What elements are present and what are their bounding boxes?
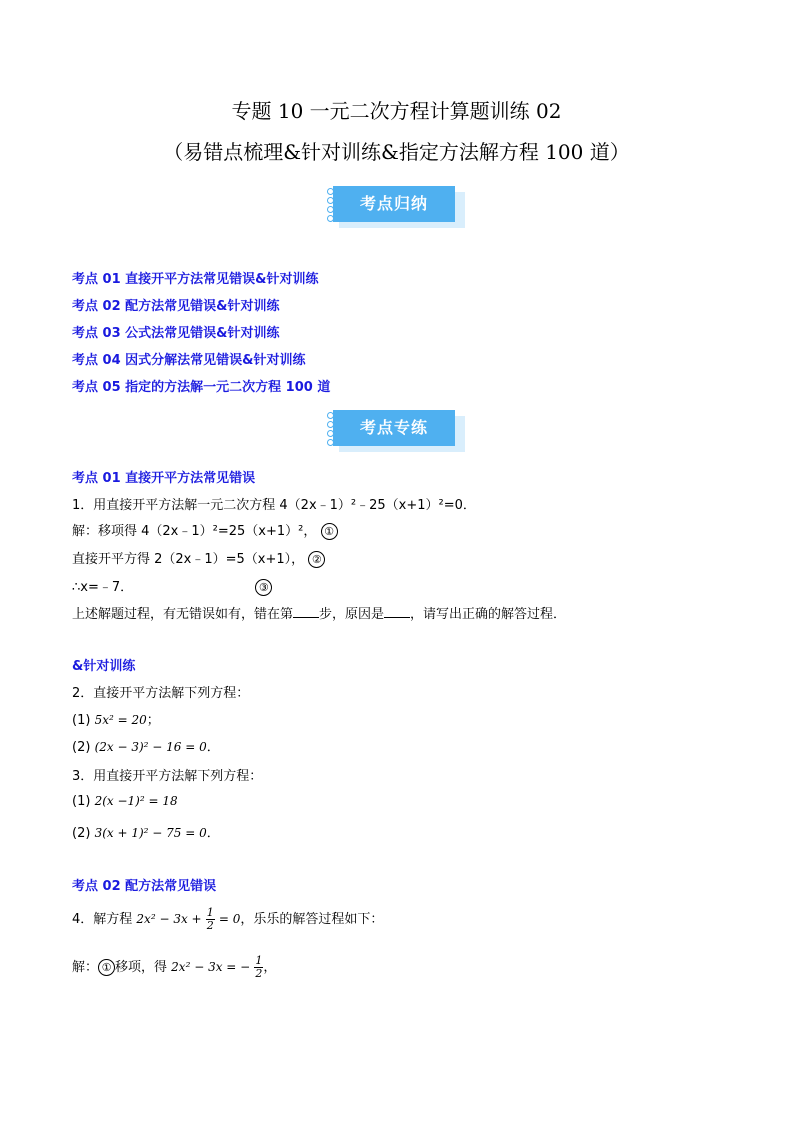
equation: 2x² − 3x = − [171, 960, 251, 974]
step-1-text: 解：移项得 4（2x﹣1）²=25（x+1）²， [72, 524, 317, 539]
step-3 [72, 576, 272, 596]
step-2-text: 直接开平方得 2（2x﹣1）=5（x+1）， [72, 552, 305, 567]
step-2-mark: ② [308, 551, 325, 568]
punct: ， [263, 960, 277, 975]
toc-item-04[interactable]: 考点 04 因式分解法常见错误&针对训练 [72, 353, 306, 368]
question-3-part-1 [72, 794, 178, 809]
part-label: (2) [72, 826, 91, 841]
doc-subtitle: （易错点梳理&针对训练&指定方法解方程 100 道） [163, 140, 630, 164]
question-2-part-1 [72, 709, 160, 728]
banner-summary-label: 考点归纳 [359, 194, 428, 213]
fraction [254, 955, 263, 980]
solution-mark: ① [98, 959, 115, 976]
section-01-heading: 考点 01 直接开平方法常见错误 [72, 471, 256, 486]
fraction [206, 907, 215, 932]
denominator: 2 [255, 967, 263, 980]
step-3-mark: ③ [255, 579, 272, 596]
solution-text: 移项，得 [115, 960, 168, 975]
question-2: 2．直接开平方法解下列方程： [72, 686, 250, 701]
section-02-heading: 考点 02 配方法常见错误 [72, 879, 217, 894]
equation: 2(x −1)² = 18 [94, 794, 178, 808]
part-label: (1) [72, 794, 91, 809]
toc-item-02[interactable]: 考点 02 配方法常见错误&针对训练 [72, 299, 280, 314]
toc-item-03[interactable]: 考点 03 公式法常见错误&针对训练 [72, 326, 280, 341]
step-1 [72, 520, 338, 540]
equation: 2x² − 3x + [136, 912, 202, 926]
punct: ． [206, 826, 220, 841]
step-1-mark: ① [321, 523, 338, 540]
solution-step-1 [72, 955, 276, 980]
equation: 5x² = 20 [94, 713, 147, 727]
solution-lead: 解： [72, 960, 99, 975]
q4-lead: 4．解方程 [72, 912, 133, 927]
equation-rhs: = 0 [218, 912, 241, 926]
training-heading: &针对训练 [72, 659, 136, 674]
error-question-part-a: 上述解题过程，有无错误如有，错在第 [72, 607, 294, 622]
numerator: 1 [255, 954, 263, 967]
error-question-part-b: 步，原因是 [319, 607, 385, 622]
denominator: 2 [206, 919, 214, 932]
question-4 [72, 907, 383, 932]
blank-step[interactable] [293, 605, 319, 618]
blank-reason[interactable] [384, 605, 410, 618]
numerator: 1 [206, 906, 214, 919]
step-2 [72, 548, 325, 568]
q4-tail: ，乐乐的解答过程如下： [240, 912, 384, 927]
banner-practice [327, 410, 465, 448]
error-question [72, 603, 566, 622]
part-label: (2) [72, 740, 91, 755]
error-question-part-c: ，请写出正确的解答过程． [410, 607, 567, 622]
doc-title: 专题 10 一元二次方程计算题训练 02 [231, 99, 562, 123]
question-3: 3．用直接开平方法解下列方程： [72, 769, 263, 784]
banner-practice-label: 考点专练 [359, 418, 428, 437]
punct: ； [146, 713, 160, 728]
punct: ． [206, 740, 220, 755]
question-3-part-2 [72, 822, 220, 841]
banner-summary [327, 186, 465, 224]
toc-item-01[interactable]: 考点 01 直接开平方法常见错误&针对训练 [72, 272, 319, 287]
step-3-text: ∴x=﹣7． [72, 580, 134, 595]
equation: 3(x + 1)² − 75 = 0 [94, 826, 207, 840]
question-1: 1．用直接开平方法解一元二次方程 4（2x﹣1）²﹣25（x+1）²=0． [72, 498, 476, 513]
question-2-part-2 [72, 736, 220, 755]
toc-item-05[interactable]: 考点 05 指定的方法解一元二次方程 100 道 [72, 380, 331, 395]
equation: (2x − 3)² − 16 = 0 [94, 740, 207, 754]
part-label: (1) [72, 713, 91, 728]
